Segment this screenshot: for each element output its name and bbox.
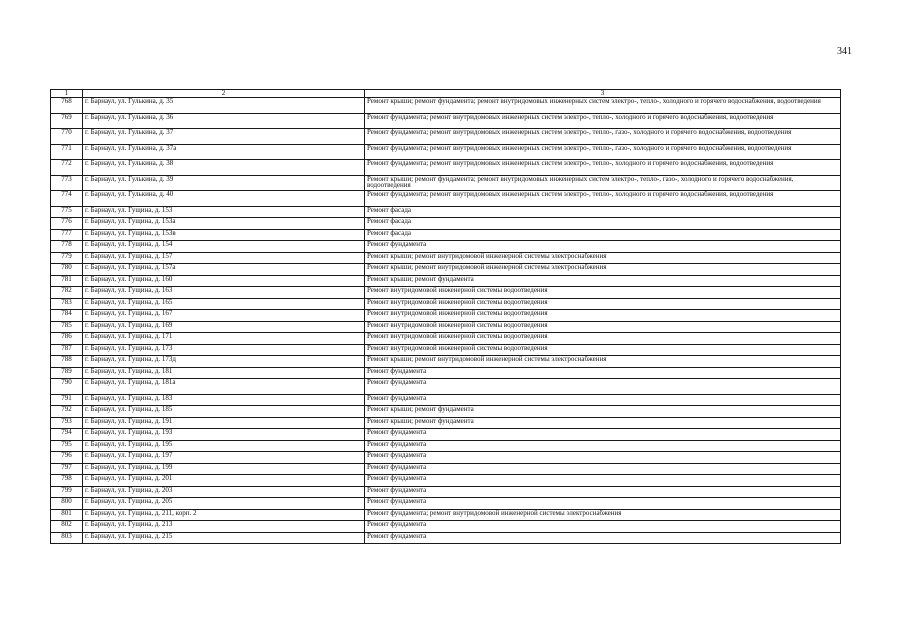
row-address: г. Барнаул, ул. Гущина, д. 163 bbox=[83, 287, 365, 299]
row-address: г. Барнаул, ул. Гущина, д. 153 bbox=[83, 206, 365, 218]
row-works: Ремонт фундамента bbox=[365, 241, 841, 253]
row-address: г. Барнаул, ул. Гущина, д. 201 bbox=[83, 475, 365, 487]
table-row bbox=[51, 206, 841, 218]
row-address: г. Барнаул, ул. Гулькина, д. 35 bbox=[83, 98, 365, 114]
row-address: г. Барнаул, ул. Гущина, д. 173 bbox=[83, 344, 365, 356]
column-header-works: 3 bbox=[365, 90, 841, 98]
row-address: г. Барнаул, ул. Гущина, д. 154 bbox=[83, 241, 365, 253]
row-works: Ремонт внутридомовой инженерной системы водоотведения bbox=[365, 287, 841, 299]
row-works: Ремонт внутридомовой инженерной системы водоотведения bbox=[365, 344, 841, 356]
row-number: 786 bbox=[51, 333, 83, 345]
row-works: Ремонт фундамента; ремонт внутридомовых инженерных систем электро-, тепло-, холодного и горячего водоснабжения, водоотведения bbox=[365, 113, 841, 129]
table-row bbox=[51, 98, 841, 114]
row-number: 780 bbox=[51, 264, 83, 276]
table-row bbox=[51, 129, 841, 145]
table-row bbox=[51, 367, 841, 379]
table-row bbox=[51, 475, 841, 487]
row-number: 794 bbox=[51, 429, 83, 441]
row-number: 793 bbox=[51, 417, 83, 429]
row-number: 778 bbox=[51, 241, 83, 253]
row-number: 792 bbox=[51, 406, 83, 418]
row-address: г. Барнаул, ул. Гущина, д. 211, корп. 2 bbox=[83, 509, 365, 521]
row-number: 771 bbox=[51, 144, 83, 160]
row-address: г. Барнаул, ул. Гущина, д. 197 bbox=[83, 452, 365, 464]
row-number: 784 bbox=[51, 310, 83, 322]
row-address: г. Барнаул, ул. Гущина, д. 173д bbox=[83, 356, 365, 368]
row-address: г. Барнаул, ул. Гущина, д. 213 bbox=[83, 521, 365, 533]
row-number: 777 bbox=[51, 229, 83, 241]
table-row bbox=[51, 379, 841, 395]
table-row bbox=[51, 160, 841, 176]
row-number: 779 bbox=[51, 252, 83, 264]
table-row bbox=[51, 241, 841, 253]
row-number: 782 bbox=[51, 287, 83, 299]
row-works: Ремонт фундамента bbox=[365, 452, 841, 464]
row-works: Ремонт фундамента bbox=[365, 394, 841, 406]
row-number: 802 bbox=[51, 521, 83, 533]
row-works: Ремонт фундамента bbox=[365, 521, 841, 533]
table-row bbox=[51, 321, 841, 333]
row-address: г. Барнаул, ул. Гущина, д. 157 bbox=[83, 252, 365, 264]
row-number: 772 bbox=[51, 160, 83, 176]
row-works: Ремонт фундамента bbox=[365, 498, 841, 510]
row-address: г. Барнаул, ул. Гущина, д. 169 bbox=[83, 321, 365, 333]
table-row bbox=[51, 394, 841, 406]
row-works: Ремонт внутридомовой инженерной системы водоотведения bbox=[365, 333, 841, 345]
table-row bbox=[51, 440, 841, 452]
table-row bbox=[51, 113, 841, 129]
row-works: Ремонт фундамента bbox=[365, 486, 841, 498]
row-address: г. Барнаул, ул. Гущина, д. 165 bbox=[83, 298, 365, 310]
row-number: 795 bbox=[51, 440, 83, 452]
row-number: 773 bbox=[51, 175, 83, 191]
row-address: г. Барнаул, ул. Гущина, д. 157а bbox=[83, 264, 365, 276]
table-row bbox=[51, 509, 841, 521]
row-works: Ремонт крыши; ремонт фундамента bbox=[365, 275, 841, 287]
table-row bbox=[51, 521, 841, 533]
row-address: г. Барнаул, ул. Гулькина, д. 39 bbox=[83, 175, 365, 191]
row-address: г. Барнаул, ул. Гущина, д. 199 bbox=[83, 463, 365, 475]
row-works: Ремонт крыши; ремонт фундамента; ремонт внутридомовых инженерных систем электро-, тепло-, холодного и горячего водоснабжения, водоотведения bbox=[365, 98, 841, 114]
table-row bbox=[51, 498, 841, 510]
row-address: г. Барнаул, ул. Гущина, д. 215 bbox=[83, 532, 365, 544]
row-works: Ремонт фундамента bbox=[365, 440, 841, 452]
row-works: Ремонт фундамента bbox=[365, 379, 841, 395]
row-number: 799 bbox=[51, 486, 83, 498]
table-row bbox=[51, 275, 841, 287]
row-address: г. Барнаул, ул. Гущина, д. 183 bbox=[83, 394, 365, 406]
row-address: г. Барнаул, ул. Гулькина, д. 37 bbox=[83, 129, 365, 145]
table-row bbox=[51, 310, 841, 322]
row-works: Ремонт крыши; ремонт фундамента bbox=[365, 406, 841, 418]
table-row bbox=[51, 264, 841, 276]
row-address: г. Барнаул, ул. Гущина, д. 205 bbox=[83, 498, 365, 510]
table-row bbox=[51, 486, 841, 498]
row-works: Ремонт фундамента bbox=[365, 475, 841, 487]
row-number: 785 bbox=[51, 321, 83, 333]
row-number: 768 bbox=[51, 98, 83, 114]
row-address: г. Барнаул, ул. Гущина, д. 185 bbox=[83, 406, 365, 418]
row-works: Ремонт крыши; ремонт фундамента bbox=[365, 417, 841, 429]
table-row bbox=[51, 417, 841, 429]
row-works: Ремонт фундамента bbox=[365, 429, 841, 441]
row-number: 798 bbox=[51, 475, 83, 487]
row-number: 787 bbox=[51, 344, 83, 356]
row-works: Ремонт фундамента; ремонт внутридомовых инженерных систем электро-, тепло-, газо-, холодного и горячего водоснабжения, водоотведения bbox=[365, 144, 841, 160]
row-address: г. Барнаул, ул. Гущина, д. 171 bbox=[83, 333, 365, 345]
row-number: 774 bbox=[51, 191, 83, 207]
row-works: Ремонт крыши; ремонт внутридомовой инженерной системы электроснабжения bbox=[365, 252, 841, 264]
table-row bbox=[51, 532, 841, 544]
table-row bbox=[51, 298, 841, 310]
table-row bbox=[51, 429, 841, 441]
row-address: г. Барнаул, ул. Гулькина, д. 38 bbox=[83, 160, 365, 176]
row-address: г. Барнаул, ул. Гущина, д. 193 bbox=[83, 429, 365, 441]
row-number: 789 bbox=[51, 367, 83, 379]
row-works: Ремонт фундамента; ремонт внутридомовой инженерной системы электроснабжения bbox=[365, 509, 841, 521]
row-number: 800 bbox=[51, 498, 83, 510]
row-number: 796 bbox=[51, 452, 83, 464]
row-number: 781 bbox=[51, 275, 83, 287]
column-header-number: 1 bbox=[51, 90, 83, 98]
row-address: г. Барнаул, ул. Гущина, д. 167 bbox=[83, 310, 365, 322]
row-works: Ремонт фундамента bbox=[365, 367, 841, 379]
table-row bbox=[51, 175, 841, 191]
table-row bbox=[51, 333, 841, 345]
row-address: г. Барнаул, ул. Гущина, д. 181 bbox=[83, 367, 365, 379]
column-header-address: 2 bbox=[83, 90, 365, 98]
row-address: г. Барнаул, ул. Гущина, д. 181а bbox=[83, 379, 365, 395]
row-works: Ремонт фундамента; ремонт внутридомовых инженерных систем электро-, тепло-, газо-, холодного и горячего водоснабжения, водоотведения bbox=[365, 129, 841, 145]
row-address: г. Барнаул, ул. Гущина, д. 195 bbox=[83, 440, 365, 452]
row-address: г. Барнаул, ул. Гулькина, д. 36 bbox=[83, 113, 365, 129]
table-row bbox=[51, 463, 841, 475]
row-address: г. Барнаул, ул. Гулькина, д. 37а bbox=[83, 144, 365, 160]
row-works: Ремонт фундамента; ремонт внутридомовых инженерных систем электро-, тепло-, холодного и горячего водоснабжения, водоотведения bbox=[365, 191, 841, 207]
row-works: Ремонт крыши; ремонт внутридомовой инженерной системы электроснабжения bbox=[365, 356, 841, 368]
row-address: г. Барнаул, ул. Гулькина, д. 40 bbox=[83, 191, 365, 207]
table-row bbox=[51, 356, 841, 368]
table-row bbox=[51, 344, 841, 356]
table-row bbox=[51, 229, 841, 241]
row-number: 788 bbox=[51, 356, 83, 368]
row-number: 801 bbox=[51, 509, 83, 521]
row-address: г. Барнаул, ул. Гущина, д. 153а bbox=[83, 218, 365, 230]
row-number: 770 bbox=[51, 129, 83, 145]
row-works: Ремонт внутридомовой инженерной системы водоотведения bbox=[365, 298, 841, 310]
table-row bbox=[51, 218, 841, 230]
row-address: г. Барнаул, ул. Гущина, д. 203 bbox=[83, 486, 365, 498]
table-row bbox=[51, 406, 841, 418]
row-address: г. Барнаул, ул. Гущина, д. 153в bbox=[83, 229, 365, 241]
row-number: 775 bbox=[51, 206, 83, 218]
row-number: 776 bbox=[51, 218, 83, 230]
works-registry-table bbox=[50, 89, 841, 544]
row-number: 791 bbox=[51, 394, 83, 406]
row-works: Ремонт внутридомовой инженерной системы водоотведения bbox=[365, 321, 841, 333]
row-address: г. Барнаул, ул. Гущина, д. 191 bbox=[83, 417, 365, 429]
table-row bbox=[51, 452, 841, 464]
row-number: 769 bbox=[51, 113, 83, 129]
row-works: Ремонт крыши; ремонт фундамента; ремонт внутридомовых инженерных систем электро-, тепло-, газо-, холодного и горячего водоснабжения, водоотведения bbox=[365, 175, 841, 191]
row-number: 783 bbox=[51, 298, 83, 310]
row-works: Ремонт фасада bbox=[365, 229, 841, 241]
table-row bbox=[51, 191, 841, 207]
row-works: Ремонт фасада bbox=[365, 206, 841, 218]
table-body bbox=[51, 98, 841, 544]
table-row bbox=[51, 252, 841, 264]
row-number: 803 bbox=[51, 532, 83, 544]
row-works: Ремонт фундамента; ремонт внутридомовых инженерных систем электро-, тепло-, холодного и горячего водоснабжения, водоотведения bbox=[365, 160, 841, 176]
table-row bbox=[51, 144, 841, 160]
row-number: 790 bbox=[51, 379, 83, 395]
row-address: г. Барнаул, ул. Гущина, д. 160 bbox=[83, 275, 365, 287]
row-works: Ремонт крыши; ремонт внутридомовой инженерной системы электроснабжения bbox=[365, 264, 841, 276]
row-works: Ремонт фундамента bbox=[365, 532, 841, 544]
row-works: Ремонт фундамента bbox=[365, 463, 841, 475]
table-header-row bbox=[51, 90, 841, 98]
row-works: Ремонт внутридомовой инженерной системы водоотведения bbox=[365, 310, 841, 322]
row-works: Ремонт фасада bbox=[365, 218, 841, 230]
row-number: 797 bbox=[51, 463, 83, 475]
page-number: 341 bbox=[837, 46, 852, 57]
table-row bbox=[51, 287, 841, 299]
